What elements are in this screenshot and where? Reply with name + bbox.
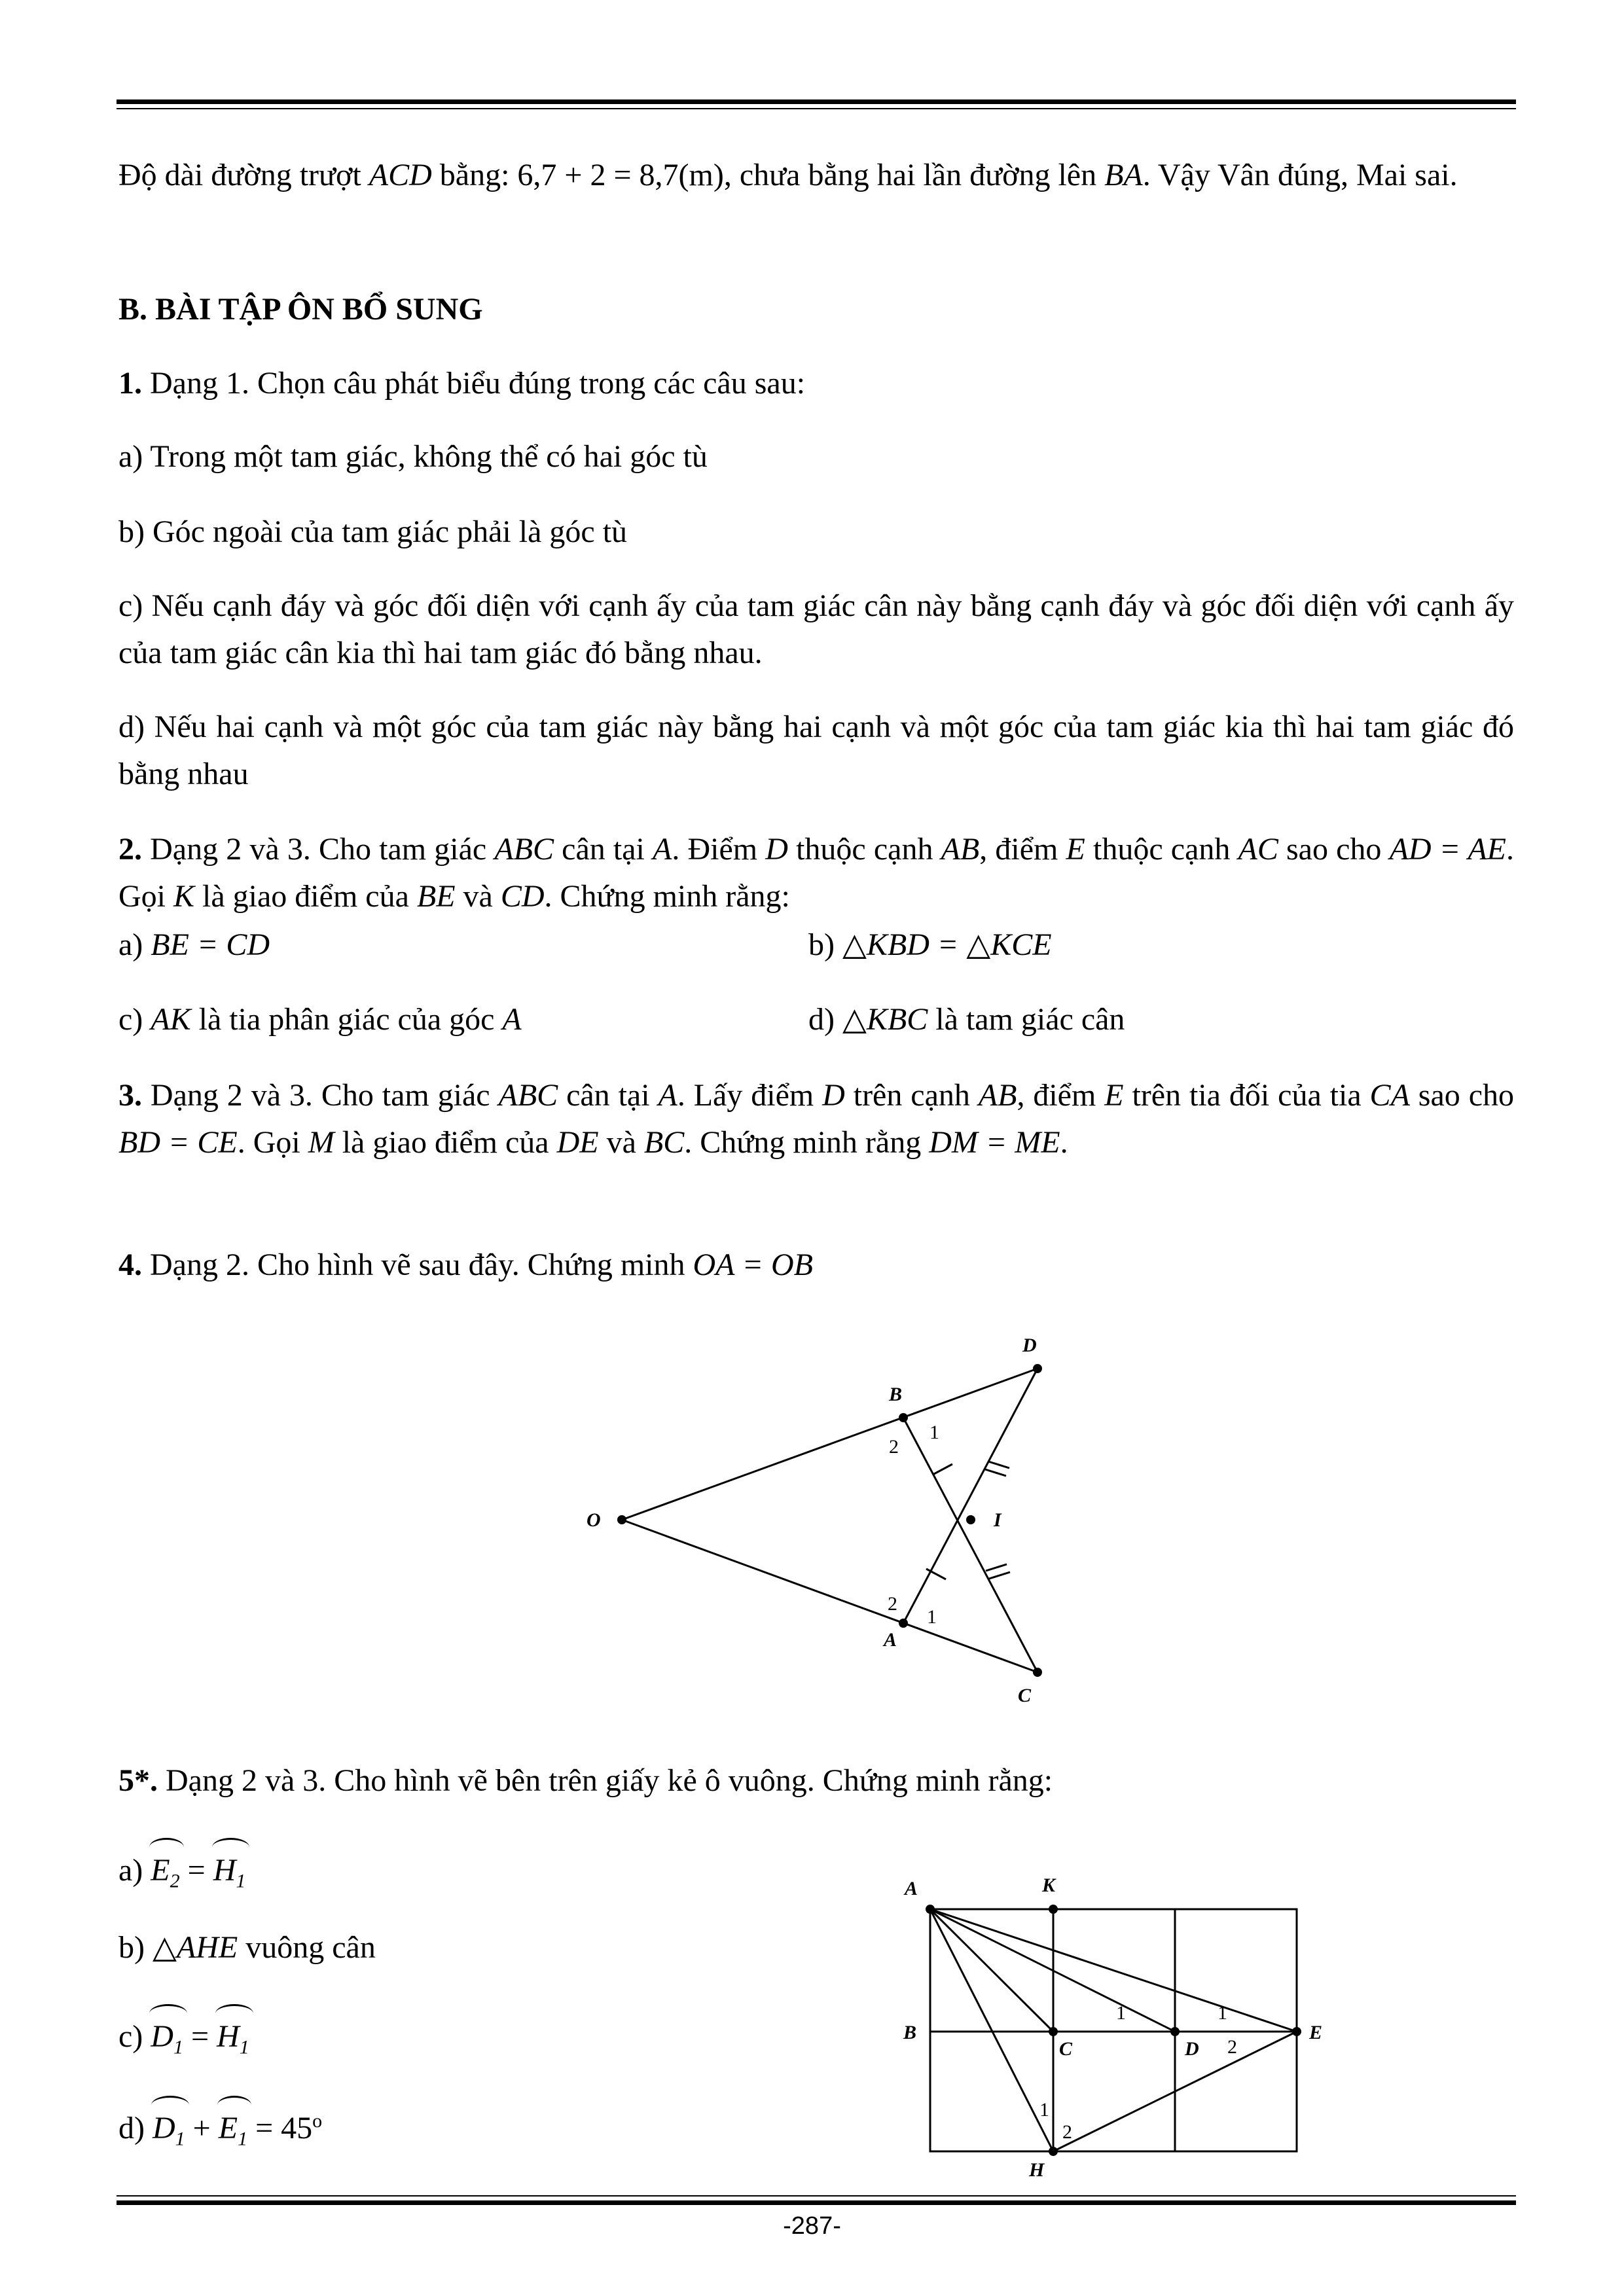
- label-B: B: [903, 2022, 917, 2043]
- point-E: [1292, 2027, 1301, 2036]
- segment-AH: [930, 1909, 1053, 2151]
- q1-option-c: c) Nếu cạnh đáy và góc đối diện với cạnh ấy của tam giác cân này bằng cạnh đáy và góc đối diện với cạnh ấy của tam giác cân kia thì hai tam giác đó bằng nhau.: [118, 588, 1514, 670]
- header-rule-thin: [117, 108, 1516, 109]
- angle-A2: 2: [888, 1593, 897, 1615]
- tick-double-di-1: [988, 1462, 1009, 1468]
- q1-option-a: a) Trong một tam giác, không thể có hai góc tù: [118, 439, 708, 474]
- tick-double-di-2: [985, 1469, 1006, 1476]
- angle-H1: 1: [1039, 2099, 1049, 2121]
- point-A: [899, 1619, 908, 1628]
- grid-border: [930, 1909, 1297, 2151]
- label-H: H: [1029, 2159, 1045, 2181]
- q4-figure: [556, 1322, 1080, 1715]
- q2-part-b: b) △KBD = △KCE: [808, 927, 1052, 962]
- section-title: B. BÀI TẬP ÔN BỔ SUNG: [118, 292, 483, 327]
- point-C: [1033, 1668, 1042, 1677]
- point-O: [617, 1515, 626, 1524]
- q2-part-a: a) BE = CD: [118, 927, 270, 962]
- q4-prompt: 4. Dạng 2. Cho hình vẽ sau đây. Chứng minh OA = OB: [118, 1247, 813, 1282]
- angle-B1: 1: [929, 1422, 939, 1443]
- point-A: [926, 1905, 935, 1914]
- point-B: [899, 1413, 908, 1422]
- label-K: K: [1042, 1874, 1056, 1896]
- label-D: D: [1185, 2038, 1199, 2060]
- q5-part-c: c) $D_1 = H_1$: [118, 2009, 249, 2072]
- q1-option-b: b) Góc ngoài của tam giác phải là góc tù: [118, 514, 628, 549]
- q5-part-d: d) $D_1 + E_1 = 45^o$: [118, 2098, 322, 2163]
- label-B: B: [889, 1384, 903, 1405]
- q1-prompt: 1. Dạng 1. Chọn câu phát biểu đúng trong các câu sau:: [118, 366, 806, 401]
- label-I: I: [994, 1509, 1001, 1531]
- point-D: [1033, 1364, 1042, 1373]
- q5-part-b: b) △AHE vuông cân: [118, 1930, 376, 1965]
- label-C: C: [1018, 1685, 1032, 1706]
- label-A: A: [905, 1878, 918, 1899]
- angle-A1: 1: [927, 1606, 937, 1628]
- tick-double-ic-2: [989, 1572, 1010, 1579]
- label-D: D: [1022, 1335, 1037, 1356]
- intro-paragraph: Độ dài đường trượt ACD bằng: 6,7 + 2 = 8,7(m), chưa bằng hai lần đường lên BA. Vậy Vân đúng, Mai sai.: [118, 158, 1458, 192]
- angle-B2: 2: [889, 1436, 899, 1458]
- label-A: A: [884, 1629, 897, 1651]
- q3-prompt: 3. Dạng 2 và 3. Cho tam giác ABC cân tại A. Lấy điểm D trên cạnh AB, điểm E trên tia đối của tia CA sao cho BD = CE. Gọi M là giao điểm của DE và BC. Chứng minh rằng DM = ME.: [118, 1078, 1514, 1160]
- q2-part-d: d) △KBC là tam giác cân: [808, 1002, 1125, 1037]
- segment-OD: [622, 1369, 1038, 1520]
- point-C: [1049, 2027, 1058, 2036]
- tick-double-ic-1: [986, 1564, 1007, 1571]
- angle-E1: 1: [1218, 2002, 1227, 2024]
- q2-part-c: c) AK là tia phân giác của góc A: [118, 1002, 522, 1037]
- q5-prompt: 5*. Dạng 2 và 3. Cho hình vẽ bên trên giấy kẻ ô vuông. Chứng minh rằng:: [118, 1763, 1053, 1798]
- point-K: [1049, 1905, 1058, 1914]
- segment-AC: [930, 1909, 1053, 2032]
- segment-AE: [930, 1909, 1297, 2032]
- footer-rule-thin: [117, 2195, 1516, 2197]
- q1-option-d: d) Nếu hai cạnh và một góc của tam giác này bằng hai cạnh và một góc của tam giác kia thì hai tam giác đó bằng nhau: [118, 709, 1514, 791]
- header-rule-thick: [117, 99, 1516, 104]
- footer-rule-thick: [117, 2200, 1516, 2205]
- page-number: -287-: [783, 2212, 841, 2240]
- segment-DA: [903, 1369, 1038, 1623]
- point-I: [966, 1515, 975, 1524]
- tick-single-bi: [933, 1464, 952, 1475]
- q2-prompt: 2. Dạng 2 và 3. Cho tam giác ABC cân tại A. Điểm D thuộc cạnh AB, điểm E thuộc cạnh AC sao cho AD = AE. Gọi K là giao điểm của BE và CD. Chứng minh rằng:: [118, 832, 1515, 914]
- point-H: [1049, 2147, 1058, 2156]
- q5-part-a: a) $E_2 = H_1$: [118, 1843, 245, 1905]
- label-O: O: [586, 1509, 601, 1531]
- q5-figure: [890, 1862, 1348, 2181]
- angle-D1: 1: [1116, 2002, 1126, 2024]
- segment-BC: [903, 1418, 1038, 1672]
- angle-H2: 2: [1062, 2121, 1072, 2143]
- label-C: C: [1059, 2038, 1073, 2060]
- angle-E2: 2: [1227, 2036, 1237, 2058]
- point-D: [1170, 2027, 1180, 2036]
- label-E: E: [1309, 2022, 1323, 2043]
- segment-OC: [622, 1520, 1038, 1672]
